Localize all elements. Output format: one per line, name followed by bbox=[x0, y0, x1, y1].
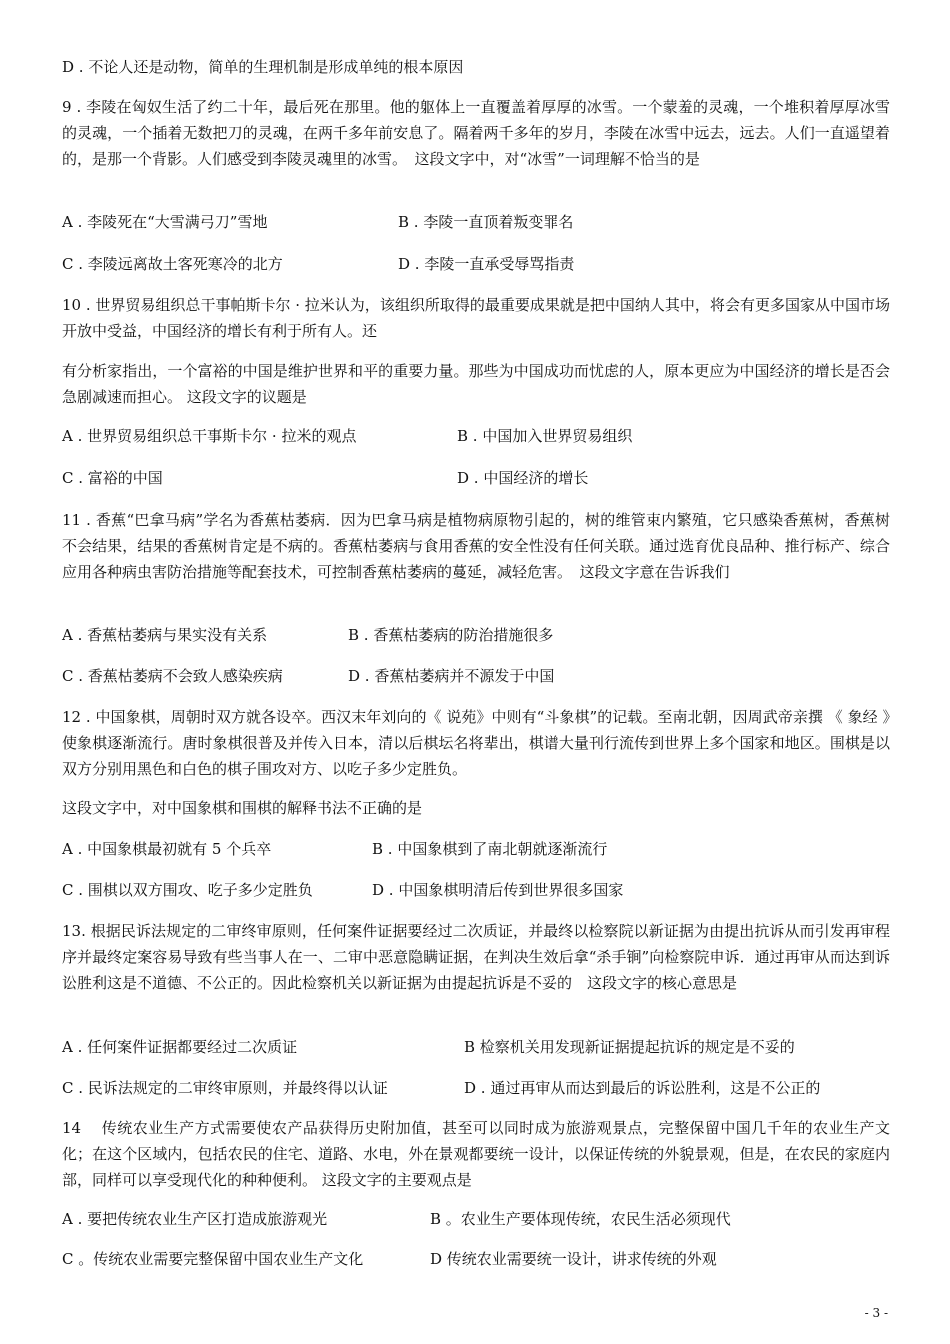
q13-option-d: D . 通过再审从而达到最后的诉讼胜利，这是不公正的 bbox=[464, 1079, 821, 1097]
q13-option-b: B 检察机关用发现新证据提起抗诉的规定是不妥的 bbox=[464, 1038, 795, 1056]
q14-stem: 14 传统农业生产方式需要使农产品获得历史附加值，甚至可以同时成为旅游观景点，完整保留中国几千年的农业生产文化；在这个区域内，包括农民的住宅、道路、水电，外在景观都要统一设计，以保证传统的外貌景观，但是，在农民的家庭内部，同样可以享受现代化的种种便利。 这段文字的主要观点是 bbox=[62, 1119, 890, 1189]
q10-option-c: C . 富裕的中国 bbox=[62, 469, 163, 487]
q13-option-row-2 bbox=[62, 1075, 890, 1101]
q9-option-row-2 bbox=[62, 251, 890, 277]
q13-option-c: C . 民诉法规定的二审终审原则，并最终得以认证 bbox=[62, 1079, 388, 1097]
q11-option-d: D . 香蕉枯萎病并不源发于中国 bbox=[348, 667, 555, 685]
q9-option-row-1 bbox=[62, 209, 890, 235]
q9-option-b: B . 李陵一直顶着叛变罪名 bbox=[398, 213, 574, 231]
q12-option-b: B . 中国象棋到了南北朝就逐渐流行 bbox=[372, 840, 608, 858]
q14-option-row-2 bbox=[62, 1246, 890, 1272]
q10-stem-part1: 10 . 世界贸易组织总干事帕斯卡尔 · 拉米认为，该组织所取得的最重要成果就是把中国纳人其中，将会有更多国家从中国市场开放中受益，中国经济的增长有利于所有人。还 bbox=[62, 296, 890, 340]
q12-stem-part1: 12 . 中国象棋，周朝时双方就各设卒。西汉末年刘向的《 说苑》中则有“斗象棋”的记载。至南北朝，因周武帝亲撰 《 象经 》使象棋逐渐流行。唐时象棋很普及并传入日本，清以后棋坛名将辈出，棋谱大量刊行流传到世界上多个国家和地区。围棋是以双方分别用黑色和白色的棋子围攻对方、以吃子多少定胜负。 bbox=[62, 708, 890, 778]
q12-option-row-1 bbox=[62, 836, 890, 862]
q10-option-d: D . 中国经济的增长 bbox=[457, 469, 589, 487]
q11-option-a: A . 香蕉枯萎病与果实没有关系 bbox=[62, 626, 268, 644]
q13-stem: 13. 根据民诉法规定的二审终审原则，任何案件证据要经过二次质证，并最终以检察院以新证据为由提出抗诉从而引发再审程序并最终定案容易导致有些当事人在一、二审中恶意隐瞒证据，在判决生效后拿“杀手锏”向检察院申诉．通过再审从而达到诉讼胜利这是不道德、不公正的。因此检察机关以新证据为由提起抗诉是不妥的 这段文字的核心意思是 bbox=[62, 922, 890, 992]
q14-option-row-1 bbox=[62, 1206, 890, 1232]
q10-option-row-2 bbox=[62, 465, 890, 491]
q10-stem-part2: 有分析家指出，一个富裕的中国是维护世界和平的重要力量。那些为中国成功而忧虑的人，原本更应为中国经济的增长是否会急剧减速而担心。 这段文字的议题是 bbox=[62, 362, 890, 406]
q10-option-row-1 bbox=[62, 423, 890, 449]
q14-option-a: A . 要把传统农业生产区打造成旅游观光 bbox=[62, 1210, 328, 1228]
q12-option-c: C . 围棋以双方围攻、吃子多少定胜负 bbox=[62, 881, 313, 899]
q14-option-c: C 。传统农业需要完整保留中国农业生产文化 bbox=[62, 1250, 364, 1268]
q10-option-a: A . 世界贸易组织总干事斯卡尔 · 拉米的观点 bbox=[62, 427, 357, 445]
q11-option-row-1 bbox=[62, 622, 890, 648]
q8-option-row bbox=[62, 54, 890, 80]
q12-option-row-2 bbox=[62, 877, 890, 903]
q11-option-b: B . 香蕉枯萎病的防治措施很多 bbox=[348, 626, 554, 644]
q11-option-c: C . 香蕉枯萎病不会致人感染疾病 bbox=[62, 667, 283, 685]
q14-option-d: D 传统农业需要统一设计，讲求传统的外观 bbox=[430, 1250, 717, 1268]
q12-option-d: D . 中国象棋明清后传到世界很多国家 bbox=[372, 881, 624, 899]
q13-option-row-1 bbox=[62, 1034, 890, 1060]
q9-option-c: C . 李陵远离故土客死寒冷的北方 bbox=[62, 255, 283, 273]
q8-option-d: D . 不论人还是动物，简单的生理机制是形成单纯的根本原因 bbox=[62, 58, 464, 76]
page-number: - 3 - bbox=[864, 1306, 888, 1320]
q14-option-b: B 。农业生产要体现传统，农民生活必须现代 bbox=[430, 1210, 731, 1228]
q9-option-d: D . 李陵一直承受辱骂指责 bbox=[398, 255, 575, 273]
q9-stem: 9 . 李陵在匈奴生活了约二十年，最后死在那里。他的躯体上一直覆盖着厚厚的冰雪。一个蒙羞的灵魂，一个堆积着厚厚冰雪的灵魂，一个插着无数把刀的灵魂，在两千多年前安息了。隔着两千多年的岁月，李陵在冰雪中远去，远去。人们一直遥望着的，是那一个背影。人们感受到李陵灵魂里的冰雪。 这段文字中，对“冰雪”一词理解不恰当的是 bbox=[62, 98, 890, 168]
q9-option-a: A . 李陵死在“大雪满弓刀”雪地 bbox=[62, 213, 268, 231]
q11-stem: 11 . 香蕉“巴拿马病”学名为香蕉枯萎病．因为巴拿马病是植物病原物引起的，树的维管束内繁殖，它只感染香蕉树，香蕉树不会结果，结果的香蕉树肯定是不病的。香蕉枯萎病与食用香蕉的安全性没有任何关联。通过选育优良品种、推行标产、综合应用各种病虫害防治措施等配套技术，可控制香蕉枯萎病的蔓延，减轻危害。 这段文字意在告诉我们 bbox=[62, 511, 890, 581]
q10-option-b: B . 中国加入世界贸易组织 bbox=[457, 427, 633, 445]
q11-option-row-2 bbox=[62, 663, 890, 689]
q13-option-a: A . 任何案件证据都要经过二次质证 bbox=[62, 1038, 298, 1056]
q12-stem-part2: 这段文字中，对中国象棋和围棋的解释书法不正确的是 bbox=[62, 799, 423, 817]
q12-option-a: A . 中国象棋最初就有 5 个兵卒 bbox=[62, 840, 272, 858]
